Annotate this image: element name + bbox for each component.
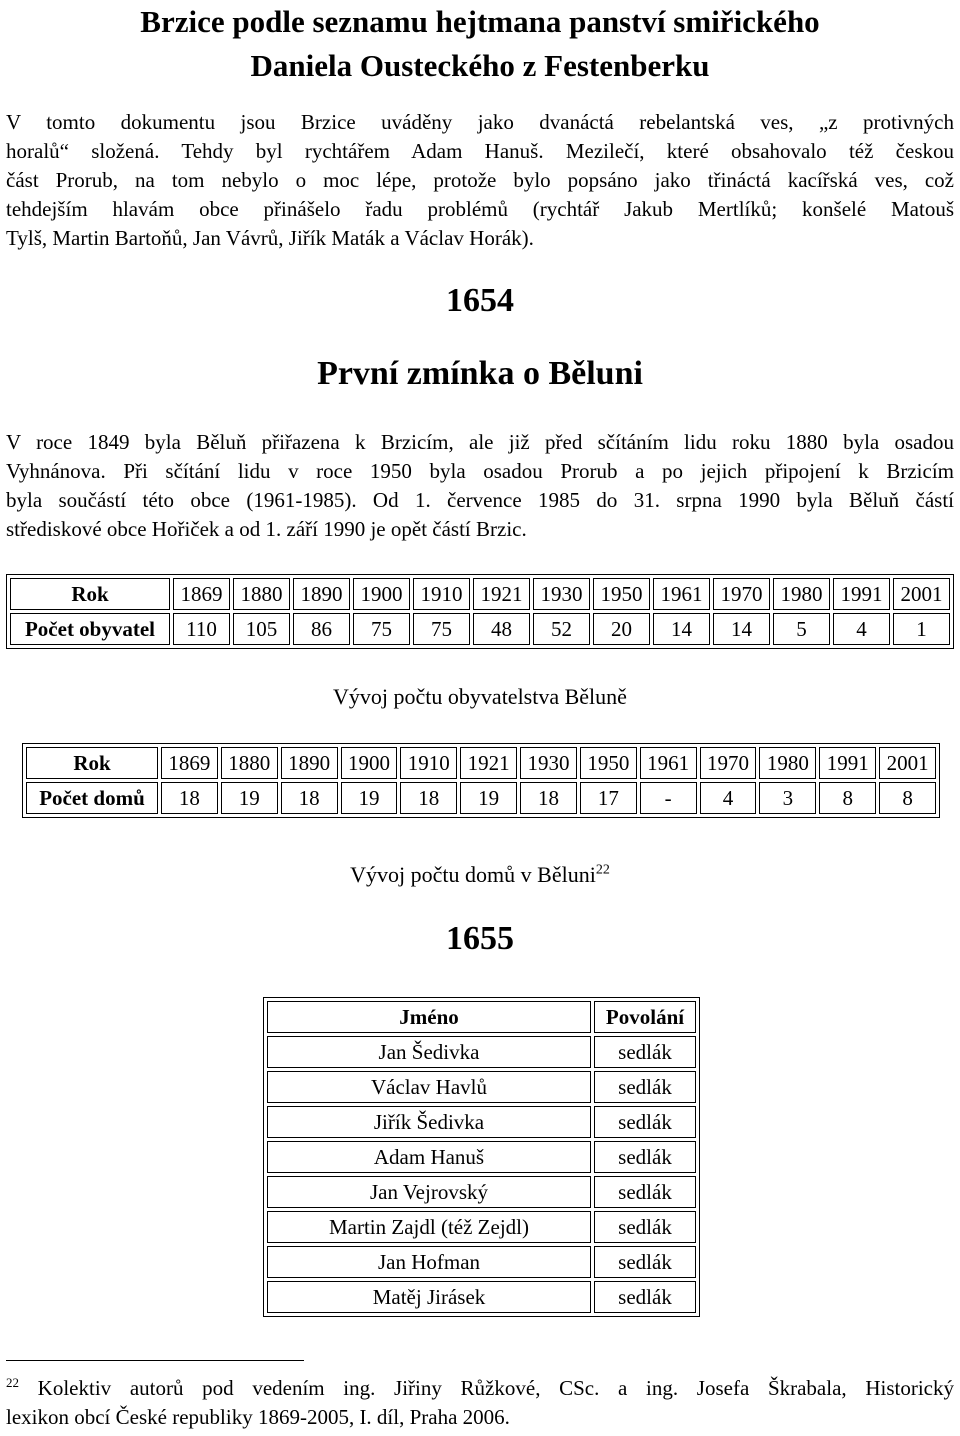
population-year-cell: 1980 (773, 578, 830, 610)
population-value-cell: 105 (233, 613, 290, 645)
residents-table (263, 997, 700, 1317)
houses-year-cell: 1880 (221, 747, 278, 779)
houses-value-cell: 3 (759, 782, 816, 814)
residents-row (267, 1071, 696, 1103)
population-value-cell: 75 (413, 613, 470, 645)
population-value-cell: 5 (773, 613, 830, 645)
residents-header-row (267, 1001, 696, 1033)
houses-year-cell: 1980 (759, 747, 816, 779)
page-title-line-1: Brzice podle seznamu hejtmana panství smiřického (140, 4, 820, 39)
houses-year-cell: 1890 (281, 747, 338, 779)
residents-name-header: Jméno (267, 1001, 591, 1033)
intro-line: tehdejším hlavám obce přinášelo řadu problémů (rychtář Jakub Mertlíků; konšelé Matouš (6, 197, 954, 221)
year-heading-1654: 1654 (446, 282, 514, 319)
intro-line: horalů“ složená. Tehdy byl rychtářem Adam Hanuš. Mezilečí, které obsahovalo též českou (6, 139, 954, 163)
resident-occupation: sedlák (594, 1211, 696, 1243)
resident-occupation: sedlák (594, 1036, 696, 1068)
houses-year-cell: 1950 (580, 747, 637, 779)
population-count-label: Počet obyvatel (10, 613, 170, 645)
resident-occupation: sedlák (594, 1106, 696, 1138)
footnote-divider (6, 1360, 304, 1361)
population-value-cell: 14 (653, 613, 710, 645)
houses-value-cell: 8 (819, 782, 876, 814)
footnote-line-1 (6, 1374, 954, 1403)
population-year-cell: 2001 (893, 578, 950, 610)
population-value-cell: 20 (593, 613, 650, 645)
houses-value-cell: 4 (700, 782, 757, 814)
resident-occupation: sedlák (594, 1141, 696, 1173)
houses-value-cell: - (640, 782, 697, 814)
houses-value-cell: 18 (520, 782, 577, 814)
resident-name: Jan Hofman (267, 1246, 591, 1278)
footnote-number: 22 (6, 1375, 19, 1390)
beluni-line: střediskové obce Hořiček a od 1. září 1990 je opět částí Brzic. (6, 517, 527, 541)
population-year-cell: 1970 (713, 578, 770, 610)
houses-year-cell: 1921 (460, 747, 517, 779)
residents-row (267, 1036, 696, 1068)
houses-caption-text: Vývoj počtu domů v Běluni (350, 862, 596, 887)
houses-value-cell: 18 (400, 782, 457, 814)
population-year-cell: 1890 (293, 578, 350, 610)
population-year-cell: 1880 (233, 578, 290, 610)
houses-year-cell: 1910 (400, 747, 457, 779)
beluni-line: byla součástí této obce (1961-1985). Od 1. července 1985 do 31. srpna 1990 byla Běluň částí (6, 488, 954, 512)
population-year-cell: 1921 (473, 578, 530, 610)
residents-row (267, 1141, 696, 1173)
residents-occupation-header: Povolání (594, 1001, 696, 1033)
residents-row (267, 1246, 696, 1278)
houses-table (22, 743, 940, 818)
population-year-cell: 1910 (413, 578, 470, 610)
resident-name: Václav Havlů (267, 1071, 591, 1103)
residents-row (267, 1176, 696, 1208)
population-value-cell: 1 (893, 613, 950, 645)
resident-occupation: sedlák (594, 1281, 696, 1313)
resident-name: Jiřík Šedivka (267, 1106, 591, 1138)
population-value-cell: 52 (533, 613, 590, 645)
houses-values-row (26, 782, 936, 814)
houses-caption-footnote-ref: 22 (595, 862, 610, 878)
page-title (0, 0, 960, 88)
houses-value-cell: 19 (460, 782, 517, 814)
intro-line: V tomto dokumentu jsou Brzice uváděny jako dvanáctá rebelantská ves, „z protivných (6, 110, 954, 134)
houses-year-cell: 2001 (879, 747, 936, 779)
population-value-cell: 48 (473, 613, 530, 645)
houses-value-cell: 18 (281, 782, 338, 814)
year-heading-1655: 1655 (446, 920, 514, 957)
houses-year-cell: 1961 (640, 747, 697, 779)
footnote (6, 1374, 954, 1432)
population-year-cell: 1991 (833, 578, 890, 610)
houses-value-cell: 18 (161, 782, 218, 814)
houses-count-label: Počet domů (26, 782, 158, 814)
population-year-cell: 1961 (653, 578, 710, 610)
beluni-paragraph (6, 428, 954, 544)
intro-paragraph (6, 108, 954, 253)
resident-occupation: sedlák (594, 1246, 696, 1278)
houses-year-cell: 1869 (161, 747, 218, 779)
houses-caption (0, 862, 960, 888)
houses-year-cell: 1991 (819, 747, 876, 779)
houses-year-cell: 1930 (520, 747, 577, 779)
resident-name: Jan Vejrovský (267, 1176, 591, 1208)
houses-year-cell: 1900 (341, 747, 398, 779)
residents-row (267, 1281, 696, 1313)
population-value-cell: 110 (173, 613, 230, 645)
houses-value-cell: 19 (341, 782, 398, 814)
resident-name: Matěj Jirásek (267, 1281, 591, 1313)
houses-value-cell: 19 (221, 782, 278, 814)
population-value-cell: 86 (293, 613, 350, 645)
resident-occupation: sedlák (594, 1176, 696, 1208)
houses-value-cell: 17 (580, 782, 637, 814)
section-heading-beluni: První zmínka o Běluni (317, 355, 643, 392)
resident-name: Jan Šedivka (267, 1036, 591, 1068)
population-caption: Vývoj počtu obyvatelstva Běluně (333, 684, 627, 709)
houses-year-cell: 1970 (700, 747, 757, 779)
resident-name: Adam Hanuš (267, 1141, 591, 1173)
population-value-cell: 4 (833, 613, 890, 645)
population-year-cell: 1900 (353, 578, 410, 610)
population-value-cell: 75 (353, 613, 410, 645)
beluni-line: Vyhnánova. Při sčítání lidu v roce 1950 byla osadou Prorub a po jejich připojení k Brzicím (6, 459, 954, 483)
houses-value-cell: 8 (879, 782, 936, 814)
houses-years-row (26, 747, 936, 779)
footnote-text-1: Kolektiv autorů pod vedením ing. Jiřiny Růžkové, CSc. a ing. Josefa Škrabala, Historický (19, 1376, 954, 1400)
population-year-label: Rok (10, 578, 170, 610)
intro-line: Tylš, Martin Bartoňů, Jan Vávrů, Jiřík Maták a Václav Horák). (6, 226, 534, 250)
population-values-row (10, 613, 950, 645)
residents-row (267, 1106, 696, 1138)
resident-occupation: sedlák (594, 1071, 696, 1103)
page-title-line-2: Daniela Ousteckého z Festenberku (250, 48, 710, 83)
footnote-line-2: lexikon obcí České republiky 1869-2005, I. díl, Praha 2006. (6, 1405, 510, 1429)
population-year-cell: 1869 (173, 578, 230, 610)
population-year-cell: 1950 (593, 578, 650, 610)
resident-name: Martin Zajdl (též Zejdl) (267, 1211, 591, 1243)
intro-line: část Prorub, na tom nebylo o moc lépe, protože bylo popsáno jako třináctá kacířská ves, což (6, 168, 954, 192)
beluni-line: V roce 1849 byla Běluň přiřazena k Brzicím, ale již před sčítáním lidu roku 1880 byla osadou (6, 430, 954, 454)
population-value-cell: 14 (713, 613, 770, 645)
population-year-cell: 1930 (533, 578, 590, 610)
residents-row (267, 1211, 696, 1243)
population-table (6, 574, 954, 649)
population-years-row (10, 578, 950, 610)
houses-year-label: Rok (26, 747, 158, 779)
